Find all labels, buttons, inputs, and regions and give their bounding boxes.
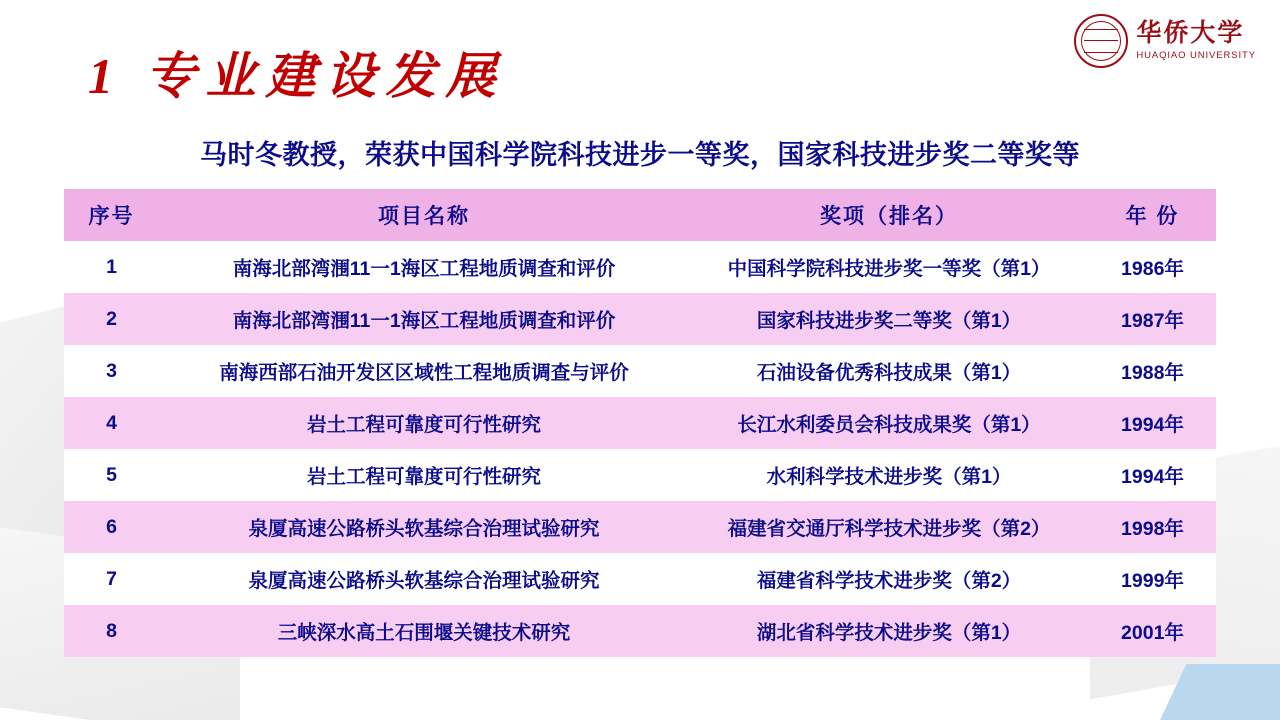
table-body: [64, 241, 1216, 657]
table-header-row: [64, 189, 1216, 241]
slide-subtitle: 马时冬教授，荣获中国科学院科技进步一等奖，国家科技进步奖二等奖等: [200, 140, 1080, 170]
table-row: [64, 449, 1216, 501]
table-row: [64, 605, 1216, 657]
cell-award: 福建省交通厅科学技术进步奖（第2）: [689, 501, 1089, 553]
cell-no: 1: [64, 241, 159, 293]
cell-award: 湖北省科学技术进步奖（第1）: [689, 605, 1089, 657]
cell-no: 7: [64, 553, 159, 605]
logo-name-en: HUAQIAO UNIVERSITY: [1136, 50, 1256, 62]
cell-no: 3: [64, 345, 159, 397]
cell-year: 1994年: [1089, 449, 1216, 501]
table-row: [64, 553, 1216, 605]
table-row: [64, 293, 1216, 345]
awards-table-container: [64, 189, 1216, 657]
column-header-project-name: 项目名称: [159, 189, 689, 241]
table-row: [64, 501, 1216, 553]
cell-project-name: 泉厦高速公路桥头软基综合治理试验研究: [159, 553, 689, 605]
logo-text: [1136, 21, 1256, 61]
cell-year: 2001年: [1089, 605, 1216, 657]
page-title: 1 专业建设发展: [88, 48, 506, 104]
cell-award: 福建省科学技术进步奖（第2）: [689, 553, 1089, 605]
huaqiao-university-emblem-icon: [1074, 14, 1128, 68]
column-header-award: 奖项（排名）: [689, 189, 1089, 241]
cell-year: 1998年: [1089, 501, 1216, 553]
cell-project-name: 泉厦高速公路桥头软基综合治理试验研究: [159, 501, 689, 553]
awards-table: [64, 189, 1216, 657]
cell-no: 2: [64, 293, 159, 345]
column-header-no: 序号: [64, 189, 159, 241]
cell-project-name: 南海北部湾涠11一1海区工程地质调查和评价: [159, 241, 689, 293]
cell-project-name: 岩土工程可靠度可行性研究: [159, 449, 689, 501]
table-header: [64, 189, 1216, 241]
table-row: [64, 345, 1216, 397]
cell-award: 国家科技进步奖二等奖（第1）: [689, 293, 1089, 345]
cell-year: 1986年: [1089, 241, 1216, 293]
cell-no: 5: [64, 449, 159, 501]
cell-year: 1994年: [1089, 397, 1216, 449]
cell-no: 8: [64, 605, 159, 657]
cell-award: 石油设备优秀科技成果（第1）: [689, 345, 1089, 397]
cell-award: 中国科学院科技进步奖一等奖（第1）: [689, 241, 1089, 293]
cell-award: 长江水利委员会科技成果奖（第1）: [689, 397, 1089, 449]
cell-project-name: 三峡深水高土石围堰关键技术研究: [159, 605, 689, 657]
university-logo: [1074, 14, 1256, 68]
cell-award: 水利科学技术进步奖（第1）: [689, 449, 1089, 501]
cell-project-name: 南海西部石油开发区区域性工程地质调查与评价: [159, 345, 689, 397]
cell-project-name: 岩土工程可靠度可行性研究: [159, 397, 689, 449]
cell-no: 6: [64, 501, 159, 553]
cell-year: 1987年: [1089, 293, 1216, 345]
cell-no: 4: [64, 397, 159, 449]
table-row: [64, 397, 1216, 449]
cell-year: 1999年: [1089, 553, 1216, 605]
cell-project-name: 南海北部湾涠11一1海区工程地质调查和评价: [159, 293, 689, 345]
table-row: [64, 241, 1216, 293]
column-header-year: 年 份: [1089, 189, 1216, 241]
logo-name-cn: 华侨大学: [1136, 20, 1245, 48]
cell-year: 1988年: [1089, 345, 1216, 397]
